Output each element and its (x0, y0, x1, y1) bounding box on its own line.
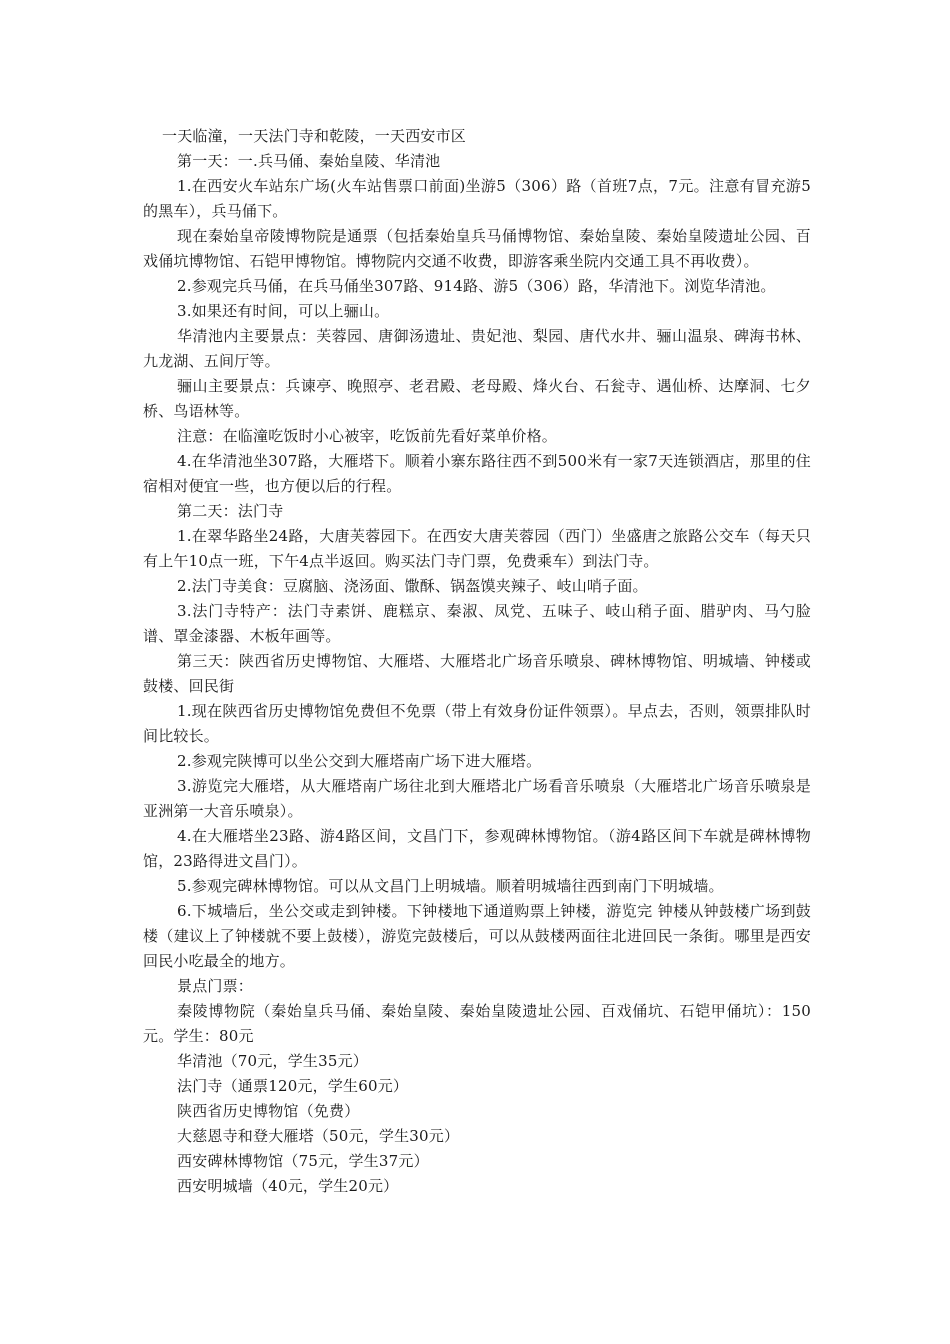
ticket-item: 秦陵博物院（秦始皇兵马俑、秦始皇陵、秦始皇陵遗址公园、百戏俑坑、石铠甲俑坑）：150元。学生：80元 (143, 1002, 811, 1045)
paragraph: 现在秦始皇帝陵博物院是通票（包括秦始皇兵马俑博物馆、秦始皇陵、秦始皇陵遗址公园、百戏俑坑博物馆、石铠甲博物馆。博物院内交通不收费，即游客乘坐院内交通工具不再收费）。 (143, 227, 811, 270)
paragraph: 4.在大雁塔坐23路、游4路区间，文昌门下，参观碑林博物馆。（游4路区间下车就是碑林博物馆，23路得进文昌门）。 (143, 827, 811, 870)
paragraph: 1.在西安火车站东广场(火车站售票口前面)坐游5（306）路（首班7点，7元。注意有冒充游5的黑车），兵马俑下。 (143, 177, 811, 220)
section-heading-day-2: 第二天：法门寺 (177, 502, 284, 520)
paragraph: 5.参观完碑林博物馆。可以从文昌门上明城墙。顺着明城墙往西到南门下明城墙。 (177, 877, 724, 895)
section-heading-day-3: 第三天：陕西省历史博物馆、大雁塔、大雁塔北广场音乐喷泉、碑林博物馆、明城墙、钟楼或鼓楼、回民街 (143, 652, 811, 695)
paragraph: 2.法门寺美食：豆腐脑、浇汤面、馓酥、锅盔馍夹辣子、岐山哨子面。 (177, 577, 648, 595)
paragraph: 1.在翠华路坐24路，大唐芙蓉园下。在西安大唐芙蓉园（西门）坐盛唐之旅路公交车（每天只有上午10点一班，下午4点半返回。购买法门寺门票，免费乘车）到法门寺。 (143, 527, 811, 570)
document-heading: 一天临潼，一天法门寺和乾陵，一天西安市区 (162, 127, 467, 145)
paragraph: 3.游览完大雁塔，从大雁塔南广场往北到大雁塔北广场看音乐喷泉（大雁塔北广场音乐喷泉是亚洲第一大音乐喷泉）。 (143, 777, 811, 820)
ticket-item: 华清池（70元，学生35元） (177, 1052, 368, 1070)
section-heading-tickets: 景点门票： (177, 977, 254, 995)
document-body (143, 124, 811, 1199)
paragraph: 骊山主要景点：兵谏亭、晚照亭、老君殿、老母殿、烽火台、石瓮寺、遇仙桥、达摩洞、七夕桥、鸟语林等。 (143, 377, 811, 420)
paragraph: 2.参观完兵马俑，在兵马俑坐307路、914路、游5（306）路，华清池下。浏览华清池。 (177, 277, 776, 295)
ticket-item: 陕西省历史博物馆（免费） (177, 1102, 360, 1120)
paragraph: 注意：在临潼吃饭时小心被宰，吃饭前先看好菜单价格。 (177, 427, 558, 445)
paragraph: 6.下城墙后，坐公交或走到钟楼。下钟楼地下通道购票上钟楼，游览完 钟楼从钟鼓楼广场到鼓楼（建议上了钟楼就不要上鼓楼），游览完鼓楼后，可以从鼓楼两面往北进回民一条街。哪里是西安回民小吃最全的地方。 (143, 902, 811, 970)
paragraph: 3.法门寺特产：法门寺素饼、鹿糕京、秦淑、凤党、五味子、岐山稍子面、腊驴肉、马勺脸谱、罩金漆器、木板年画等。 (143, 602, 811, 645)
section-heading-day-1: 第一天：一.兵马俑、秦始皇陵、华清池 (177, 152, 441, 170)
paragraph: 1.现在陕西省历史博物馆免费但不免票（带上有效身份证件领票）。早点去，否则，领票排队时间比较长。 (143, 702, 811, 745)
ticket-item: 大慈恩寺和登大雁塔（50元，学生30元） (177, 1127, 460, 1145)
paragraph: 3.如果还有时间，可以上骊山。 (177, 302, 390, 320)
paragraph: 华清池内主要景点：芙蓉园、唐御汤遗址、贵妃池、梨园、唐代水井、骊山温泉、碑海书林、九龙湖、五间厅等。 (143, 327, 811, 370)
ticket-item: 西安明城墙（40元，学生20元） (177, 1177, 399, 1195)
paragraph: 4.在华清池坐307路，大雁塔下。顺着小寨东路往西不到500米有一家7天连锁酒店，那里的住宿相对便宜一些，也方便以后的行程。 (143, 452, 811, 495)
ticket-item: 法门寺（通票120元，学生60元） (177, 1077, 409, 1095)
paragraph: 2.参观完陕博可以坐公交到大雁塔南广场下进大雁塔。 (177, 752, 542, 770)
ticket-item: 西安碑林博物馆（75元，学生37元） (177, 1152, 429, 1170)
